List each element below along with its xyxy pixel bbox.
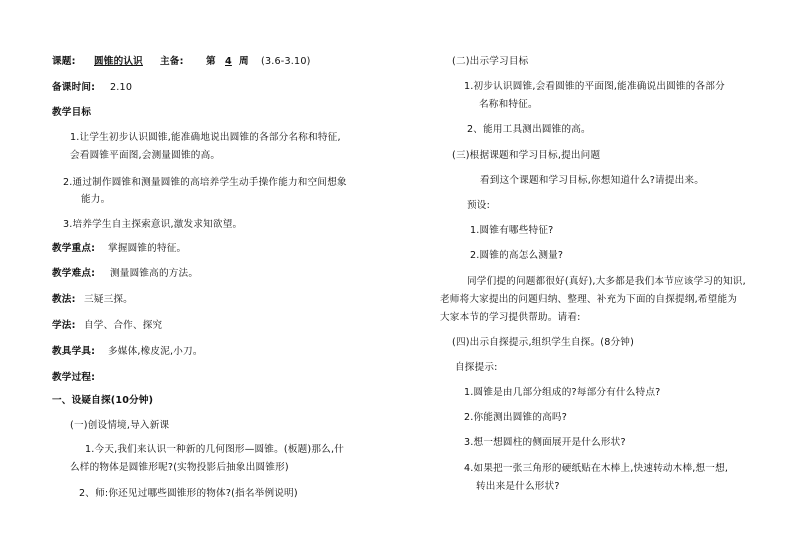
date-range: (3.6-3.10) bbox=[261, 56, 311, 67]
paragraph-1-line-b: 么样的物体是圆锥形呢?(实物投影后抽象出圆锥形) bbox=[70, 462, 289, 473]
topic-value: 圆锥的认识 bbox=[94, 56, 143, 67]
preparer-label: 主备: bbox=[160, 56, 184, 67]
paragraph-1-line-a: 1.今天,我们来认识一种新的几何图形—圆锥。(板题)那么,什 bbox=[85, 444, 344, 455]
hint-1: 1.圆锥是由几部分组成的?每部分有什么特点? bbox=[464, 387, 661, 398]
paragraph-2: 2、师:你还见过哪些圆锥形的物体?(指名举例说明) bbox=[79, 488, 298, 499]
prep-time-label: 备课时间: bbox=[52, 82, 96, 93]
goal-2-line-b: 能力。 bbox=[81, 194, 111, 205]
hint-label: 自探提示: bbox=[455, 362, 498, 373]
teaching-method-value: 三疑三探。 bbox=[84, 294, 133, 305]
paragraph-a: 同学们提的问题都很好(真好),大多都是我们本节应该学习的知识, bbox=[467, 276, 746, 287]
key-label: 教学重点: bbox=[52, 243, 96, 254]
prompt-text: 看到这个课题和学习目标,你想知道什么?请提出来。 bbox=[480, 175, 705, 186]
preset-2: 2.圆锥的高怎么测量? bbox=[470, 250, 564, 261]
key-value: 掌握圆锥的特征。 bbox=[108, 243, 187, 254]
week-suffix: 周 bbox=[239, 56, 249, 67]
subsection-4: (四)出示自探提示,组织学生自探。(8分钟) bbox=[452, 337, 635, 348]
paragraph-c: 大家本节的学习提供帮助。请看: bbox=[440, 312, 581, 323]
teaching-method-label: 教法: bbox=[52, 294, 76, 305]
learning-method-label: 学法: bbox=[52, 320, 76, 331]
section-1-heading: 一、设疑自探(10分钟) bbox=[52, 395, 154, 406]
goal-3: 3.培养学生自主探索意识,激发求知欲望。 bbox=[63, 219, 243, 230]
week-prefix: 第 bbox=[206, 56, 216, 67]
subsection-3: (三)根据课题和学习目标,提出问题 bbox=[452, 150, 601, 161]
objective-1-line-b: 名称和特征。 bbox=[479, 99, 538, 110]
hint-4-line-b: 转出来是什么形状? bbox=[476, 481, 560, 492]
goal-1-line-b: 会看圆锥平面图,会测量圆锥的高。 bbox=[70, 150, 221, 161]
hint-4-line-a: 4.如果把一张三角形的硬纸贴在木棒上,快速转动木棒,想一想, bbox=[464, 463, 729, 474]
subsection-1: (一)创设情境,导入新课 bbox=[70, 420, 170, 431]
process-heading: 教学过程: bbox=[52, 372, 96, 383]
objective-2: 2、能用工具测出圆锥的高。 bbox=[467, 124, 591, 135]
preset-1: 1.圆锥有哪些特征? bbox=[470, 225, 554, 236]
objective-1-line-a: 1.初步认识圆锥,会看圆锥的平面图,能准确说出圆锥的各部分 bbox=[464, 81, 725, 92]
hint-3: 3.想一想圆柱的侧面展开是什么形状? bbox=[464, 437, 626, 448]
topic-label: 课题: bbox=[52, 56, 76, 67]
subsection-2: (二)出示学习目标 bbox=[452, 56, 529, 67]
difficulty-label: 教学难点: bbox=[52, 268, 96, 279]
difficulty-value: 测量圆锥高的方法。 bbox=[110, 268, 199, 279]
preset-label: 预设: bbox=[467, 200, 491, 211]
hint-2: 2.你能测出圆锥的高吗? bbox=[464, 412, 567, 423]
tools-value: 多媒体,橡皮泥,小刀。 bbox=[108, 346, 203, 357]
week-number: 4 bbox=[225, 56, 232, 67]
goal-1-line-a: 1.让学生初步认识圆锥,能准确地说出圆锥的各部分名称和特征, bbox=[70, 132, 341, 143]
tools-label: 教具学具: bbox=[52, 346, 96, 357]
goal-2-line-a: 2.通过制作圆锥和测量圆锥的高培养学生动手操作能力和空间想象 bbox=[63, 177, 347, 188]
prep-time-value: 2.10 bbox=[110, 82, 133, 93]
learning-method-value: 自学、合作、探究 bbox=[84, 320, 163, 331]
paragraph-b: 老师将大家提出的问题归纳、整理、补充为下面的自探提纲,希望能为 bbox=[440, 294, 738, 305]
goals-heading: 教学目标 bbox=[52, 107, 92, 118]
